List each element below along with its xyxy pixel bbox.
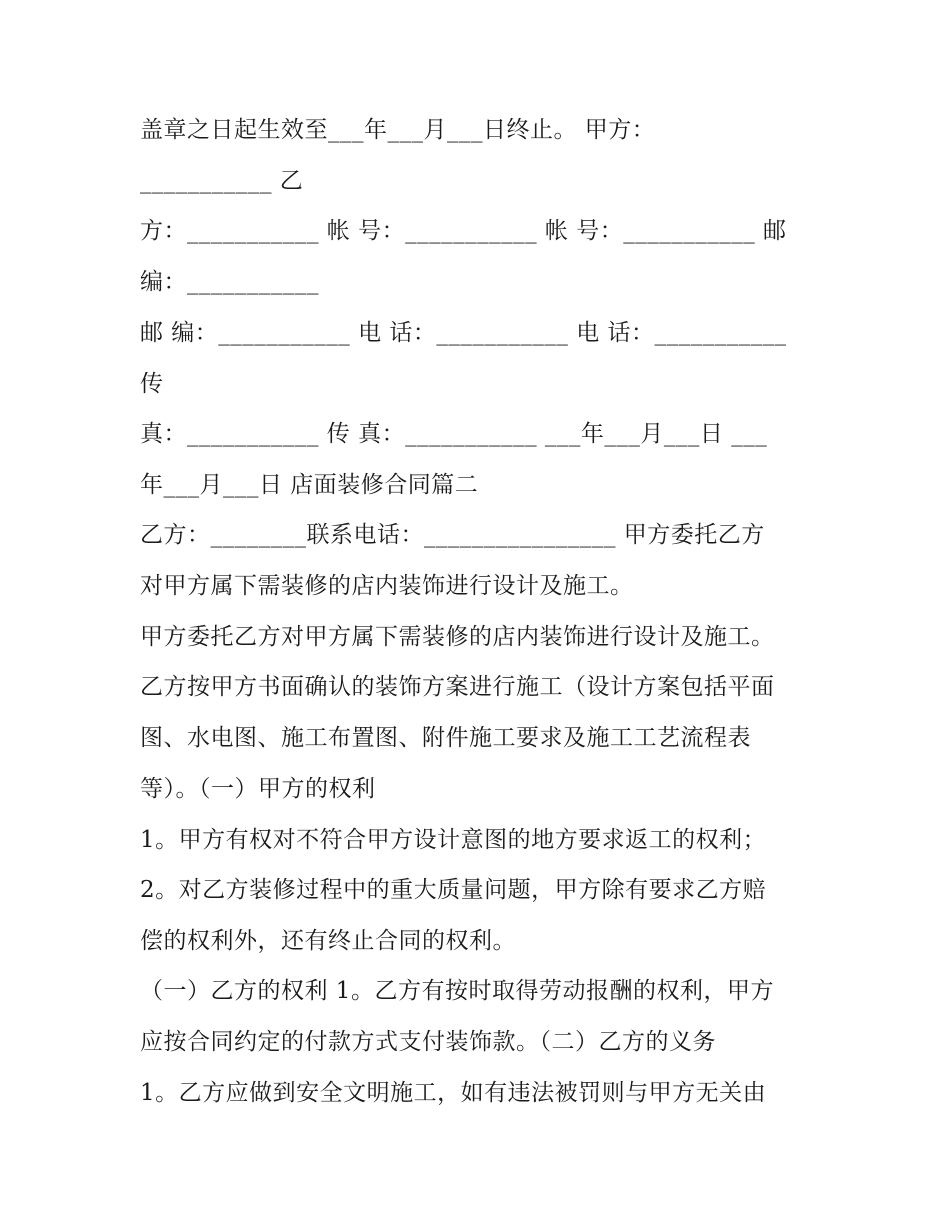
text-line: 1。乙方应做到安全文明施工，如有违法被罚则与甲方无关由 bbox=[140, 1080, 767, 1106]
text-line: 对甲方属下需装修的店内装饰进行设计及施工。 bbox=[140, 573, 634, 599]
text-line: 方：___________ 帐 号：___________ 帐 号：___________ 邮 bbox=[140, 218, 787, 244]
text-line: （一）乙方的权利 1。乙方有按时取得劳动报酬的权利，甲方 bbox=[140, 978, 774, 1004]
text-line: 等）。（一）甲方的权利 bbox=[140, 776, 376, 802]
text-line: 乙方按甲方书面确认的装饰方案进行施工（设计方案包括平面 bbox=[140, 674, 775, 700]
text-line: 1。甲方有权对不符合甲方设计意图的地方要求返工的权利； bbox=[140, 827, 767, 853]
text-line: 2。对乙方装修过程中的重大质量问题，甲方除有要求乙方赔 bbox=[140, 877, 767, 903]
text-line: 偿的权利外，还有终止合同的权利。 bbox=[140, 928, 516, 954]
text-line: 乙方：________联系电话：________________ 甲方委托乙方 bbox=[140, 522, 765, 548]
text-line: 盖章之日起生效至___年___月___日终止。 甲方： bbox=[140, 117, 656, 143]
text-line: 年___月___日 店面装修合同篇二 bbox=[140, 472, 479, 498]
text-line: 甲方委托乙方对甲方属下需装修的店内装饰进行设计及施工。 bbox=[140, 624, 775, 650]
text-line: 应按合同约定的付款方式支付装饰款。（二）乙方的义务 bbox=[140, 1029, 716, 1055]
text-line: 编：___________ bbox=[140, 269, 319, 295]
text-line: 真：___________ 传 真：___________ ___年___月___日 ___ bbox=[140, 421, 768, 447]
text-line: 传 bbox=[140, 371, 164, 397]
text-line: ___________ 乙 bbox=[140, 168, 304, 194]
text-line: 图、水电图、施工布置图、附件施工要求及施工工艺流程表 bbox=[140, 725, 751, 751]
text-line: 邮 编：___________ 电 话：___________ 电 话：___________ bbox=[140, 320, 787, 346]
